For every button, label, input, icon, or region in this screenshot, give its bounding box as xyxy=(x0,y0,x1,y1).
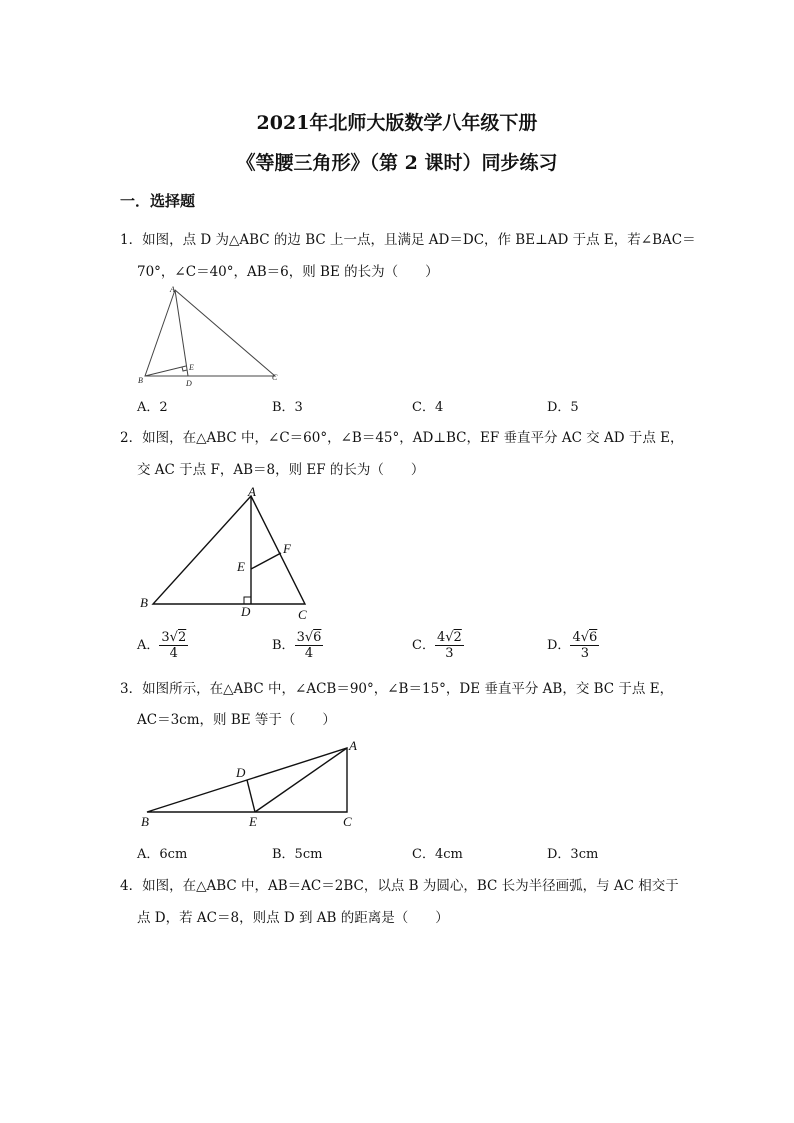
q3-label-c: C xyxy=(343,814,352,829)
q1-option-a[interactable]: A．2 xyxy=(137,400,168,415)
q2-option-c-fraction: $\frac{4√2}{3}$ xyxy=(436,630,462,661)
q3-text-line1: 3．如图所示，在△ABC 中，∠ACB＝90°，∠B＝15°，DE 垂直平分 AB，交 BC 于点 E， xyxy=(120,681,674,697)
q1-option-c[interactable]: C．4 xyxy=(412,400,444,415)
q2-option-d-letter: D． xyxy=(547,638,571,653)
q3-option-c[interactable]: C．4cm xyxy=(412,847,463,862)
q1-segment-ad xyxy=(175,290,188,376)
q3-segment-de xyxy=(247,780,255,812)
doc-title-line2: 《等腰三角形》（第 2 课时）同步练习 xyxy=(236,152,558,174)
q2-text-line2: 交 AC 于点 F，AB＝8，则 EF 的长为（ ） xyxy=(137,462,425,478)
q2-label-f: F xyxy=(283,541,291,556)
q2-label-a: A xyxy=(248,484,256,499)
q3-label-b: B xyxy=(141,814,149,829)
q2-option-b[interactable] xyxy=(272,630,323,661)
q2-label-b: B xyxy=(140,595,148,610)
q4-text-line1: 4．如图，在△ABC 中，AB＝AC＝2BC，以点 B 为圆心，BC 长为半径画弧，与 AC 相交于 xyxy=(120,878,679,894)
q1-text-line1: 1．如图，点 D 为△ABC 的边 BC 上一点，且满足 AD＝DC，作 BE⊥AD 于点 E，若∠BAC＝ xyxy=(120,232,696,248)
q1-segment-be xyxy=(145,366,186,376)
q2-option-a[interactable] xyxy=(137,630,188,661)
doc-title-line1: 2021年北师大版数学八年级下册 xyxy=(256,112,538,134)
q3-option-d[interactable]: D．3cm xyxy=(547,847,599,862)
q1-label-d: D xyxy=(186,379,192,388)
q2-label-d: D xyxy=(241,604,251,619)
q1-label-e: E xyxy=(189,363,194,372)
q2-option-a-fraction: $\frac{3√2}{4}$ xyxy=(161,630,187,661)
q2-label-e: E xyxy=(237,559,245,574)
q2-option-b-letter: B． xyxy=(272,638,295,653)
q3-label-a: A xyxy=(349,738,357,753)
q3-segment-ae xyxy=(255,748,347,812)
q4-text-line2: 点 D，若 AC＝8，则点 D 到 AB 的距离是（ ） xyxy=(137,910,449,926)
q3-label-d: D xyxy=(236,765,246,780)
q3-figure xyxy=(135,735,365,835)
q1-text-line2: 70°，∠C＝40°，AB＝6，则 BE 的长为（ ） xyxy=(137,264,439,280)
q1-label-b: B xyxy=(138,376,143,385)
q3-option-b[interactable]: B．5cm xyxy=(272,847,323,862)
q2-right-angle-mark xyxy=(244,597,251,604)
q1-figure xyxy=(130,282,290,392)
q2-text-line1: 2．如图，在△ABC 中，∠C＝60°，∠B＝45°，AD⊥BC，EF 垂直平分 AC 交 AD 于点 E， xyxy=(120,430,684,446)
q2-figure xyxy=(135,482,325,627)
q2-option-d-fraction: $\frac{4√6}{3}$ xyxy=(572,630,598,661)
q1-label-c: C xyxy=(272,373,278,382)
q2-option-a-letter: A． xyxy=(137,638,160,653)
section-heading: 一．选择题 xyxy=(120,192,196,210)
q3-option-a[interactable]: A．6cm xyxy=(137,847,188,862)
q2-option-c-letter: C． xyxy=(412,638,435,653)
q1-label-a: A xyxy=(170,285,175,294)
q2-option-c[interactable] xyxy=(412,630,464,661)
q1-option-d[interactable]: D．5 xyxy=(547,400,579,415)
q2-option-d[interactable] xyxy=(547,630,599,661)
q1-option-b[interactable]: B．3 xyxy=(272,400,303,415)
q2-option-b-fraction: $\frac{3√6}{4}$ xyxy=(296,630,322,661)
q3-text-line2: AC＝3cm，则 BE 等于（ ） xyxy=(137,712,336,728)
q3-label-e: E xyxy=(249,814,257,829)
q1-triangle xyxy=(145,290,275,376)
q2-label-c: C xyxy=(298,607,307,622)
q2-segment-ef xyxy=(251,553,281,569)
